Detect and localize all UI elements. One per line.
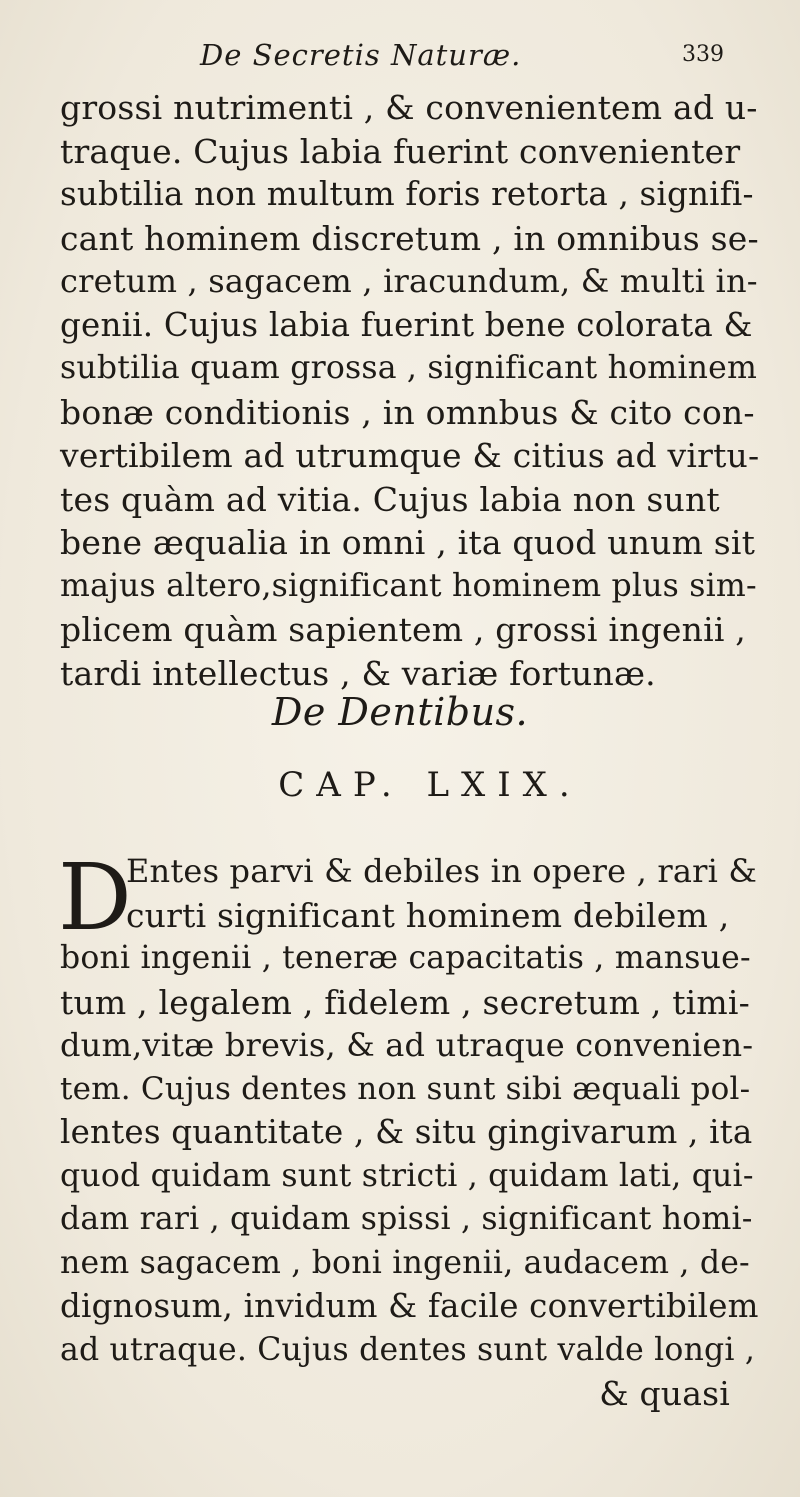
chapter-number: CAP. LXIX.: [278, 765, 582, 805]
text-line: Entes parvi & debiles in opere , rari &: [126, 852, 758, 890]
text-line: dignosum, invidum & facile convertibilem: [60, 1287, 759, 1325]
text-line: tum , legalem , fidelem , secretum , timi-: [60, 982, 751, 1022]
text-line: bonæ conditionis , in omnbus & cito con-: [60, 392, 755, 432]
running-head: [0, 38, 800, 78]
text-line: cretum , sagacem , iracundum, & multi in-: [60, 262, 758, 300]
text-line: genii. Cujus labia fuerint bene colorata &: [60, 305, 753, 344]
text-line: traque. Cujus labia fuerint convenienter: [60, 131, 741, 171]
text-line: subtilia non multum foris retorta , signifi-: [60, 175, 754, 213]
paragraph-dentes: [58, 844, 760, 1416]
text-line: tes quàm ad vitia. Cujus labia non sunt: [60, 479, 720, 519]
text-line: dum,vitæ brevis, & ad utraque convenien-: [60, 1026, 754, 1064]
paragraph-labia: [60, 86, 760, 695]
text-line: dam rari , quidam spissi , significant homi-: [60, 1201, 753, 1237]
text-line: cant hominem discretum , in omnibus se-: [60, 218, 759, 258]
text-line: ad utraque. Cujus dentes sunt valde longi ,: [60, 1331, 756, 1368]
text-line: majus altero,significant hominem plus sim-: [60, 567, 757, 604]
text-line: boni ingenii , teneræ capacitatis , mansue-: [60, 940, 751, 976]
drop-cap: D: [58, 844, 132, 951]
text-line: tardi intellectus , & variæ fortunæ.: [60, 653, 656, 693]
text-line: curti significant hominem debilem ,: [126, 895, 730, 935]
text-line: tem. Cujus dentes non sunt sibi æquali pol-: [60, 1070, 751, 1107]
text-line: plicem quàm sapientem , grossi ingenii ,: [60, 610, 746, 649]
text-line: lentes quantitate , & situ gingivarum , ita: [60, 1113, 753, 1151]
section-heading: De Dentibus.: [271, 690, 529, 734]
text-line: vertibilem ad utrumque & citius ad virtu-: [60, 436, 760, 475]
catchword: & quasi: [599, 1374, 730, 1413]
text-line: bene æqualia in omni , ita quod unum sit: [60, 523, 756, 562]
text-line: nem sagacem , boni ingenii, audacem , de-: [60, 1244, 750, 1281]
running-head-title: De Secretis Naturæ.: [200, 38, 522, 72]
text-line: subtilia quam grossa , significant hominem: [60, 350, 758, 386]
text-line: grossi nutrimenti , & convenientem ad u-: [60, 88, 758, 127]
text-line: quod quidam sunt stricti , quidam lati, qui-: [60, 1157, 754, 1194]
page-number: 339: [682, 42, 724, 67]
